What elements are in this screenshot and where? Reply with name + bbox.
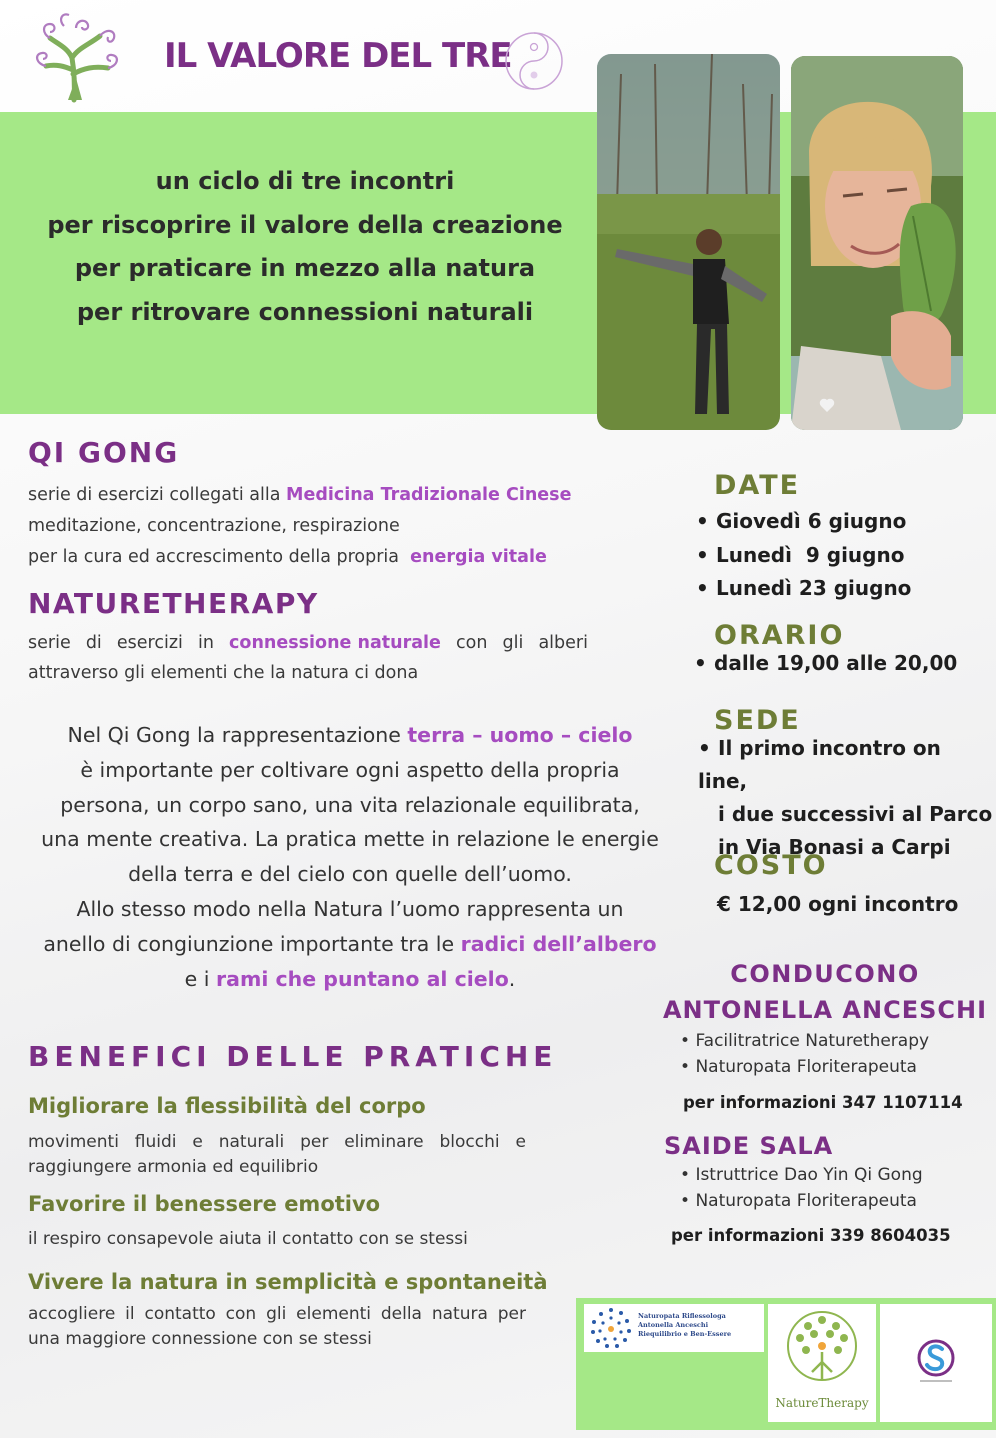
contact-info: per informazioni 339 8604035 bbox=[671, 1226, 951, 1245]
intro-line: un ciclo di tre incontri bbox=[155, 167, 455, 195]
word: gli bbox=[266, 1304, 287, 1324]
word: natura bbox=[431, 1304, 488, 1324]
text: Antonella Anceschi bbox=[638, 1321, 709, 1329]
list-item: • Giovedì 6 giugno bbox=[696, 509, 907, 533]
benefit-title: Favorire il benessere emotivo bbox=[28, 1192, 381, 1216]
word: e bbox=[515, 1132, 526, 1152]
philosophy-paragraph bbox=[20, 718, 680, 996]
person-roles: • Facilitratrice Naturetherapy • Naturopata Floriterapeuta bbox=[680, 1031, 930, 1077]
date-heading: DATE bbox=[714, 470, 801, 501]
person-roles: • Istruttrice Dao Yin Qi Gong • Naturopata Floriterapeuta bbox=[680, 1165, 923, 1211]
text: i due successivi al Parco bbox=[718, 802, 993, 826]
logo-s-circle bbox=[880, 1304, 992, 1422]
sede-heading: SEDE bbox=[714, 705, 801, 736]
person-name: SAIDE SALA bbox=[664, 1132, 834, 1160]
naturetherapy-description bbox=[28, 628, 588, 688]
benefit-title: Vivere la natura in semplicità e spontaneità bbox=[28, 1270, 548, 1294]
word: in bbox=[197, 633, 214, 653]
word: esercizi bbox=[116, 633, 183, 653]
photo-woman-leaf bbox=[791, 56, 963, 430]
text: Nel Qi Gong la rappresentazione bbox=[67, 723, 408, 747]
orario-heading: ORARIO bbox=[714, 620, 845, 651]
role: Naturopata Floriterapeuta bbox=[695, 1057, 917, 1077]
text: in Via Bonasi a Carpi bbox=[718, 835, 951, 859]
word: e bbox=[192, 1132, 203, 1152]
word: di bbox=[85, 633, 102, 653]
benefit-description bbox=[28, 1302, 526, 1352]
word: eliminare bbox=[344, 1132, 424, 1152]
page-title: IL VALORE DEL TRE bbox=[164, 36, 512, 76]
benefit-description: il respiro consapevole aiuta il contatto con se stessi bbox=[28, 1229, 468, 1249]
word: per bbox=[497, 1304, 526, 1324]
role: Naturopata Floriterapeuta bbox=[695, 1191, 917, 1211]
intro-line: per riscoprire il valore della creazione bbox=[47, 210, 563, 239]
highlight-text: Medicina Tradizionale Cinese bbox=[286, 485, 572, 505]
word: naturali bbox=[218, 1132, 285, 1152]
text: una maggiore connessione con se stessi bbox=[28, 1329, 372, 1349]
word: con bbox=[456, 633, 488, 653]
date-list bbox=[696, 505, 911, 606]
text: per la cura ed accrescimento della propria bbox=[28, 547, 411, 567]
list-item: • Lunedì 9 giugno bbox=[696, 542, 905, 567]
benefit-description bbox=[28, 1130, 526, 1180]
text: Naturopata Riflessologa bbox=[638, 1312, 726, 1320]
role: Facilitratrice Naturetherapy bbox=[695, 1031, 930, 1051]
qigong-description bbox=[28, 480, 571, 573]
word: serie bbox=[28, 633, 71, 653]
qigong-heading: QI GONG bbox=[28, 436, 180, 469]
costo-heading: COSTO bbox=[714, 850, 828, 881]
highlight-text: terra – uomo – cielo bbox=[407, 723, 633, 747]
dotted-circle-logo-icon bbox=[586, 1304, 636, 1352]
text: Riequilibrio e Ben-Essere bbox=[638, 1330, 732, 1338]
word: della bbox=[380, 1304, 422, 1324]
logo-naturetherapy-text: NatureTherapy bbox=[775, 1396, 869, 1410]
benefit-title: Migliorare la flessibilità del corpo bbox=[28, 1094, 426, 1118]
tree-person-logo-icon bbox=[768, 1304, 876, 1396]
date-item: Lunedì 23 giugno bbox=[716, 576, 912, 600]
photo-qigong-park bbox=[597, 54, 780, 430]
text: serie di esercizi collegati alla bbox=[28, 485, 287, 505]
intro-text bbox=[0, 160, 610, 334]
text: attraverso gli elementi che la natura ci dona bbox=[28, 663, 419, 683]
logo-riflessologa-text bbox=[638, 1312, 762, 1339]
sede-value: • Il primo incontro on line, i due successivi al Parco in Via Bonasi a Carpi bbox=[698, 736, 993, 859]
highlight-text: connessione naturale bbox=[229, 633, 441, 653]
word: accogliere bbox=[28, 1304, 116, 1324]
text: anello di congiunzione importante tra le bbox=[43, 931, 461, 956]
tree-logo-icon bbox=[28, 8, 124, 104]
word: fluidi bbox=[134, 1132, 177, 1152]
text: e i bbox=[184, 966, 217, 991]
word: il bbox=[125, 1304, 135, 1324]
highlight-text: rami che puntano al cielo bbox=[216, 966, 509, 991]
list-item: • Lunedì 23 giugno bbox=[696, 576, 912, 600]
benefici-heading: BENEFICI DELLE PRATICHE bbox=[28, 1040, 558, 1073]
word: contatto bbox=[144, 1304, 216, 1324]
text: una mente creativa. La pratica mette in relazione le energie bbox=[41, 827, 659, 852]
highlight-text: radici dell’albero bbox=[460, 931, 657, 956]
role: Istruttrice Dao Yin Qi Gong bbox=[695, 1165, 923, 1185]
person-name: ANTONELLA ANCESCHI bbox=[662, 996, 987, 1024]
word: movimenti bbox=[28, 1132, 119, 1152]
highlight-text: energia vitale bbox=[410, 547, 547, 567]
date-item: Lunedì 9 giugno bbox=[716, 542, 905, 567]
orario-value: • dalle 19,00 alle 20,00 bbox=[694, 651, 958, 675]
text: meditazione, concentrazione, respirazione bbox=[28, 516, 400, 536]
text: Il primo incontro on line, bbox=[698, 736, 941, 793]
text: della terra e del cielo con quelle dell’uomo. bbox=[128, 862, 572, 887]
word: elementi bbox=[296, 1304, 371, 1324]
time-range: dalle 19,00 alle 20,00 bbox=[714, 651, 958, 675]
contact-info: per informazioni 347 1107114 bbox=[683, 1093, 963, 1112]
text: . bbox=[508, 966, 516, 991]
word: alberi bbox=[538, 633, 588, 653]
word: con bbox=[225, 1304, 257, 1324]
word: gli bbox=[502, 633, 524, 653]
costo-value: € 12,00 ogni incontro bbox=[717, 892, 959, 916]
date-item: Giovedì 6 giugno bbox=[716, 509, 907, 533]
text: persona, un corpo sano, una vita relazionale equilibrata, bbox=[60, 792, 640, 817]
conducono-heading: CONDUCONO bbox=[730, 960, 920, 988]
intro-line: per ritrovare connessioni naturali bbox=[76, 297, 534, 326]
intro-line: per praticare in mezzo alla natura bbox=[74, 254, 536, 282]
word: blocchi bbox=[439, 1132, 500, 1152]
s-circle-logo-icon bbox=[880, 1304, 992, 1422]
yinyang-icon bbox=[503, 30, 565, 92]
text: raggiungere armonia ed equilibrio bbox=[28, 1157, 319, 1177]
naturetherapy-heading: NATURETHERAPY bbox=[28, 587, 319, 620]
text: Allo stesso modo nella Natura l’uomo rappresenta un bbox=[76, 896, 624, 921]
word: per bbox=[300, 1132, 329, 1152]
text: è importante per coltivare ogni aspetto della propria bbox=[80, 757, 620, 782]
